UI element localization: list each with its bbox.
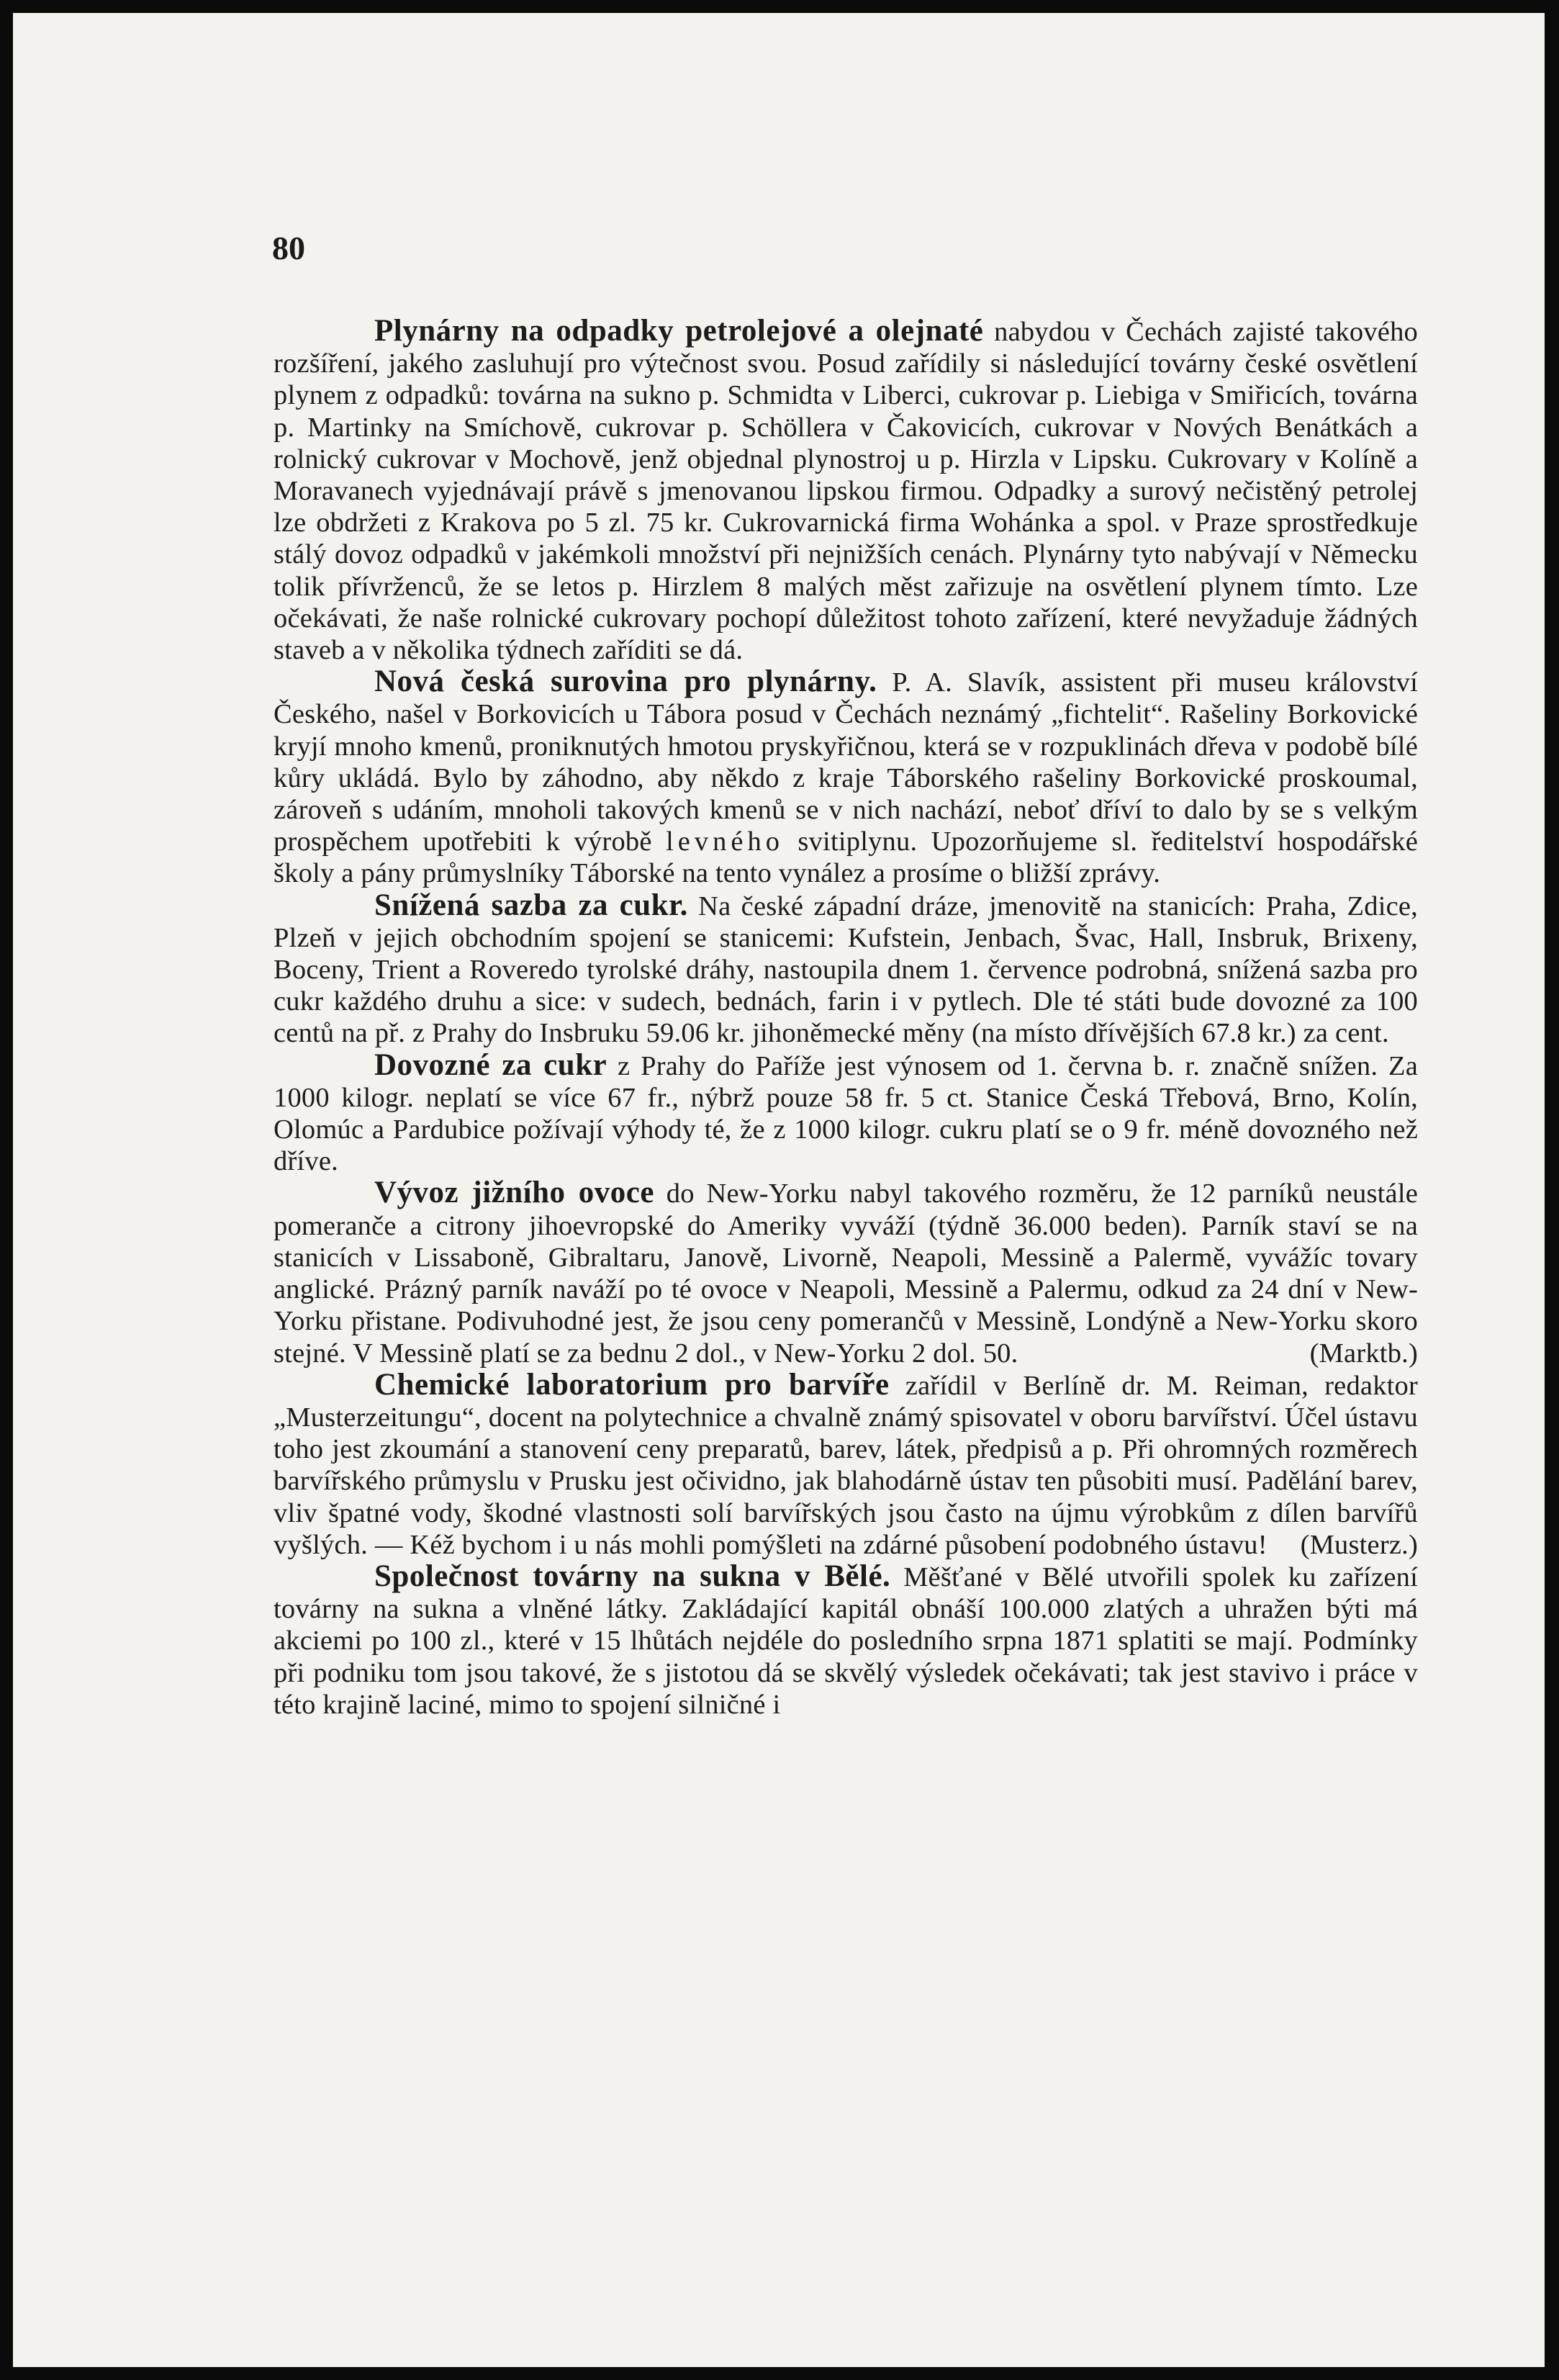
article-body: z Prahy do Paříže jest výnosem od 1. června b. r. značně snížen. Za 1000 kilogr. neplatí se více 67 fr., nýbrž pouze 58 fr. 5 ct. Stanice Česká Třebová, Brno, Kolín, Olomúc a Pardubice požívají výhody té, že z 1000 kilogr. cukru platí se o 9 fr. méně dovozného než dříve. [274,1050,1418,1177]
article-source: (Musterz.) [1300,1529,1418,1560]
article-heading: Plynárny na odpadky petrolejové a olejnaté [374,314,984,348]
page-number: 80 [272,230,305,266]
article-body: nabydou v Čechách zajisté takového rozšíření, jakého zasluhují pro výtečnost svou. Posud zařídily si následující továrny české osvětlení plynem z odpadků: továrna na sukno p. Schmidta v Liberci, cukrovar p. Liebiga v Smiřicích, továrna p. Martinky na Smíchově, cukrovar p. Schöllera v Čakovicích, cukrovar v Nových Benátkách a rolnický cukrovar v Mochově, jenž objednal plynostroj u p. Hirzla v Lipsku. Cukrovary v Kolíně a Moravanech vyjednávají právě s jmenovanou lipskou firmou. Odpadky a surový nečistěný petrolej lze obdržeti z Krakova po 5 zl. 75 kr. Cukrovarnická firma Wohánka a spol. v Praze sprostředkuje stálý dovoz odpadků v jakémkoli množství při nejnižších cenách. Plynárny tyto nabývají v Německu tolik přívrženců, že se letos p. Hirzlem 8 malých měst zařizuje na osvětlení plynem tímto. Lze očekávati, že naše rolnické cukrovary pochopí důležitost tohoto zařízení, které nevyžaduje žádných staveb a v několika týdnech zaříditi se dá. [274,317,1418,666]
article-snizena-sazba [274,890,1418,1050]
article-heading: Chemické laboratorium pro barvíře [374,1367,890,1402]
page-text [274,315,1418,1721]
article-heading: Vývoz jižního ovoce [374,1176,654,1210]
article-body: Měšťané v Bělé utvořili spolek ku zařízení továrny na sukna a vlněné látky. Zakládající kapitál obnáší 100.000 zlatých a uhražen býti má akciemi po 100 zl., které v 15 lhůtách nejdéle do posledního srpna 1871 splatiti se mají. Podmínky při podniku tom jsou takové, že s jistotou dá se skvělý výsledek očekávati; tak jest stavivo i práce v této krajině laciné, mimo to spojení silničné i [274,1561,1418,1720]
book-page [13,13,1545,2367]
article-heading: Nová česká surovina pro plynárny. [374,664,877,699]
article-body: Na české západní dráze, jmenovitě na stanicích: Praha, Zdice, Plzeň v jejich obchodním spojení se stanicemi: Kufstein, Jenbach, Švac, Hall, Insbruk, Brixeny, Boceny, Trient a Roveredo tyrolské dráhy, nastoupila dnem 1. července podrobná, snížená sazba pro cukr každého druhu a sice: v sudech, bednách, farin i v pytlech. Dle té státi bude dovozné za 100 centů na př. z Prahy do Insbruku 59.06 kr. jihoněmecké měny (na místo dřívějších 67.8 kr.) za cent. [274,891,1419,1049]
article-plynarny [274,315,1418,666]
article-body: svitiplynu. Upozorňujeme sl. ředitelství hospodářské školy a pány průmyslníky Táborské na tento vynález a prosíme o bližší zprávy. [274,826,1418,889]
spaced-word: levného [666,826,784,857]
article-dovozne [274,1047,1418,1178]
article-heading: Společnost továrny na sukna v Bělé. [374,1559,891,1593]
article-body: do New-Yorku nabyl takového rozměru, že 12 parníků neustále pomeranče a citrony jihoevropské do Ameriky vyváží (týdně 36.000 beden). Parník staví se na stanicích v Lissaboně, Gibraltaru, Janově, Livorně, Neapoli, Messině a Palermě, vyvážíc tovary anglické. Prázný parník naváží po té ovoce v Neapoli, Messině a Palermu, odkud za 24 dní v New-Yorku přistane. Podivuhodné jest, že jsou ceny pomerančů v Messině, Londýně a New-Yorku skoro stejné. V Messině platí se za bednu 2 dol., v New-Yorku 2 dol. 50. [274,1178,1419,1369]
article-heading: Dovozné za cukr [374,1047,607,1082]
article-spolecnost-bela [274,1561,1418,1721]
article-nova-surovina [274,666,1418,889]
article-heading: Snížená sazba za cukr. [374,888,688,922]
article-vyvoz-ovoce [274,1177,1418,1369]
article-source: (Marktb.) [1309,1338,1418,1369]
article-chemicke-laboratorium [274,1369,1418,1561]
article-body: P. A. Slavík, assistent při museu království Českého, našel v Borkovicích u Tábora posud v Čechách neznámý „fichtelit“. Rašeliny Borkovické kryjí mnoho kmenů, proniknutých hmotou pryskyřičnou, která se v rozpuklinách dřeva v podobě bílé kůry ukládá. Bylo by záhodno, aby někdo z kraje Táborského rašeliny Borkovické proskoumal, zároveň s udáním, mnoholi takových kmenů se v nich nachází, neboť dříví to dalo by se s velkým prospěchem upotřebiti k výrobě [274,667,1418,857]
article-body: zařídil v Berlíně dr. M. Reiman, redaktor „Musterzeitungu“, docent na polytechnice a chvalně známý spisovatel v oboru barvířství. Účel ústavu toho jest zkoumání a stanovení ceny preparatů, barev, látek, předpisů a p. Při ohromných rozměrech barvířského průmyslu v Prusku jest očividno, jak blahodárně ústav ten působiti musí. Padělání barev, vliv špatné vody, škodné vlastnosti solí barvířských jsou často na újmu výrobkům z dílen barvířů vyšlých. — Kéž bychom i u nás mohli pomýšleti na zdárné působení podobného ústavu! [274,1370,1419,1560]
